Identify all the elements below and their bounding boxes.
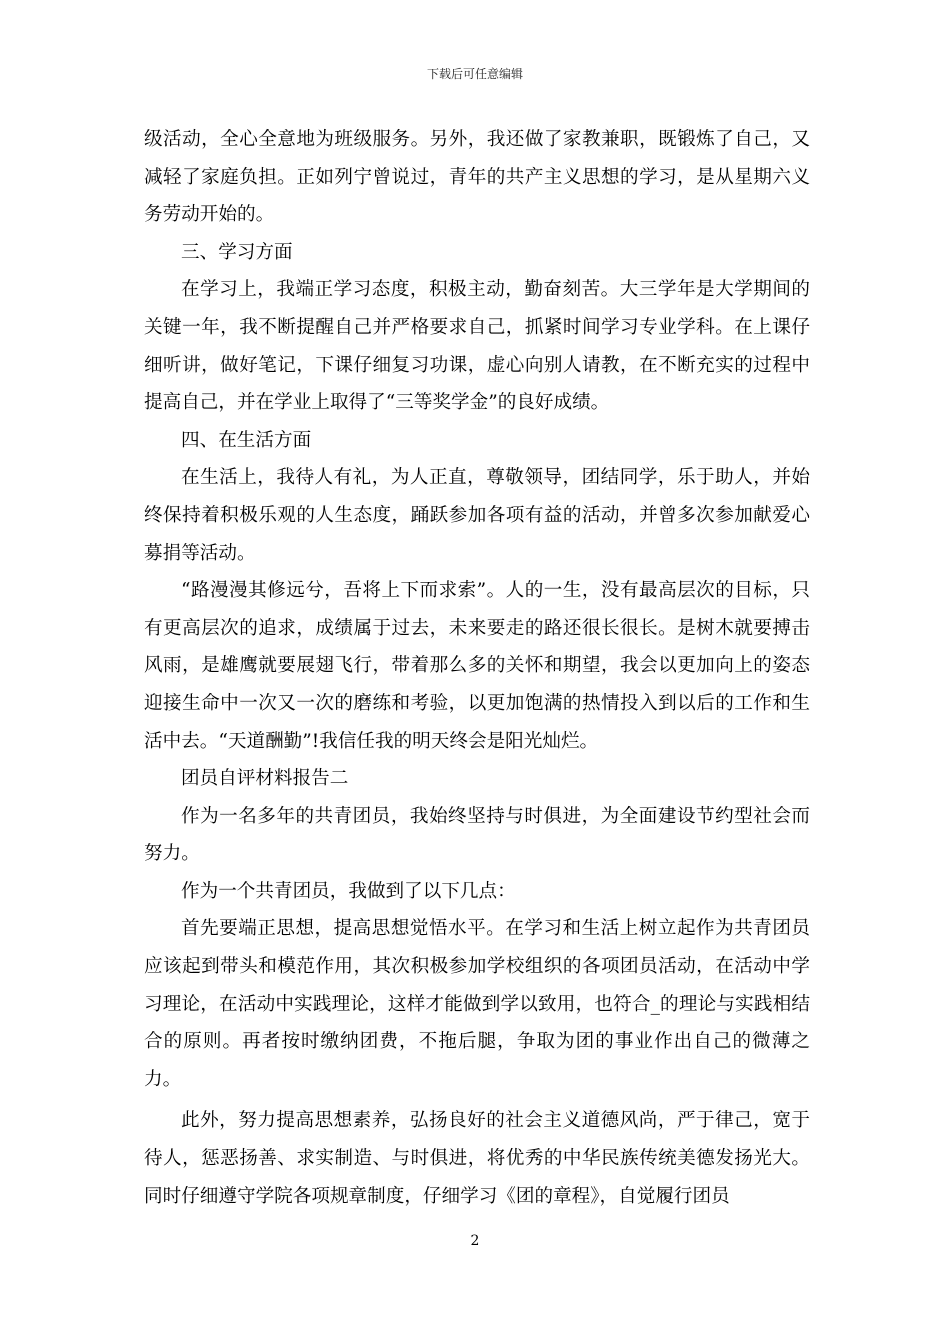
paragraph: 作为一名多年的共青团员，我始终坚持与时俱进，为全面建设节约型社会而努力。 (144, 805, 810, 865)
paragraph: “路漫漫其修远兮，吾将上下而求索”。人的一生，没有最高层次的目标，只有更高层次的追求，成绩属于过去，未来要走的路还很长很长。是树木就要搏击风雨，是雄鹰就要展翅飞行，带着那么多的关怀和期望，我会以更加向上的姿态迎接生命中一次又一次的磨练和考验，以更加饱满的热情投入到以后的工作和生活中去。“天道酬勤”!我信任我的明天终会是阳光灿烂。 (144, 580, 810, 752)
paragraph: 团员自评材料报告二 (181, 768, 349, 790)
paragraph: 此外，努力提高思想素养，弘扬良好的社会主义道德风尚，严于律己，宽于待人，惩恶扬善、求实制造、与时俱进，将优秀的中华民族传统美德发扬光大。同时仔细遵守学院各项规章制度，仔细学习《团的章程》，自觉履行团员 (144, 1110, 810, 1207)
paragraph: 作为一个共青团员，我做到了以下几点： (181, 880, 516, 902)
paragraph: 在生活上，我待人有礼，为人正直，尊敬领导，团结同学，乐于助人，并始终保持着积极乐观的人生态度，踊跃参加各项有益的活动，并曾多次参加献爱心募捐等活动。 (144, 467, 810, 564)
paragraph: 首先要端正思想，提高思想觉悟水平。在学习和生活上树立起作为共青团员应该起到带头和模范作用，其次积极参加学校组织的各项团员活动，在活动中学习理论，在活动中实践理论，这样才能做到学以致用，也符合_的理论与实践相结合的原则。再者按时缴纳团费，不拖后腿，争取为团的事业作出自己的微薄之力。 (144, 918, 810, 1090)
paragraph: 在学习上，我端正学习态度，积极主动，勤奋刻苦。大三学年是大学期间的关键一年，我不断提醒自己并严格要求自己，抓紧时间学习专业学科。在上课仔细听讲，做好笔记，下课仔细复习功课，虚心向别人请教，在不断充实的过程中提高自己，并在学业上取得了“三等奖学金”的良好成绩。 (144, 279, 810, 414)
paragraph: 四、在生活方面 (181, 429, 312, 451)
document-body (144, 121, 810, 1215)
paragraph: 三、学习方面 (181, 241, 293, 263)
page-number: 2 (470, 1233, 480, 1249)
paragraph: 级活动，全心全意地为班级服务。另外，我还做了家教兼职，既锻炼了自己，又减轻了家庭负担。正如列宁曾说过，青年的共产主义思想的学习，是从星期六义务劳动开始的。 (144, 129, 810, 226)
page-header: 下载后可任意编辑 (426, 67, 523, 81)
